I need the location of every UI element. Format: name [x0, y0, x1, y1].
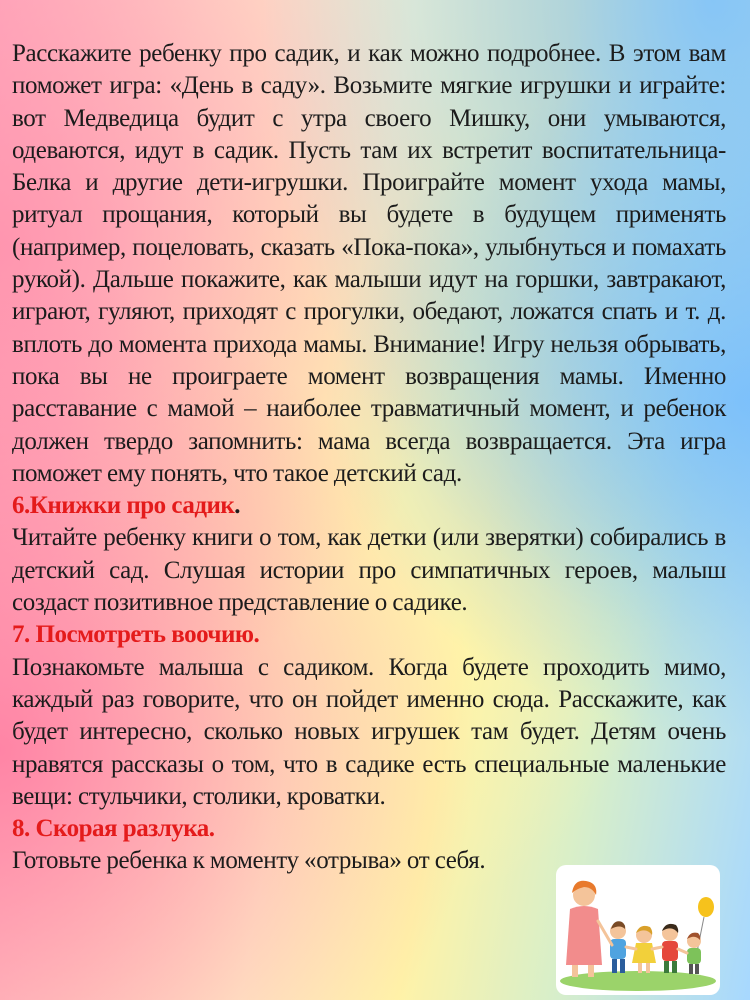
kids-illustration-svg — [556, 865, 720, 995]
section-text-separation: Готовьте ребенка к моменту «отрыва» от себя. — [12, 847, 486, 875]
section-heading-visit: 7. Посмотреть воочию. — [12, 621, 260, 649]
section-heading-books — [12, 490, 726, 522]
intro-paragraph: Расскажите ребенку про садик, и как можно подробнее. В этом вам поможет игра: «День в саду». Возьмите мягкие игрушки и играйте: вот Медведица будит с утра своего Мишку, они умываются, одеваются, идут в садик. Пусть там их встретит воспитательница-Белка и другие дети-игрушки. Проиграйте момент ухода мамы, ритуал прощания, который вы будете в будущем применять (например, поцеловать, сказать «Пока-пока», улыбнуться и помахать рукой). Дальше покажите, как малыши идут на горшки, завтракают, играют, гуляют, приходят с прогулки, обедают, ложатся спать и т. д. вплоть до момента прихода мамы. Внимание! Игру нельзя обрывать, пока вы не проиграете момент возвращения мамы. Именно расставание с мамой – наиболее травматичный момент, и ребенок должен твердо запомнить: мама всегда возвращается. Эта игра поможет ему понять, что такое детский сад. — [12, 40, 726, 487]
section-heading-separation: 8. Скорая разлука. — [12, 815, 215, 843]
section-text-visit: Познакомьте малыша с садиком. Когда будете проходить мимо, каждый раз говорите, что он пойдет именно сюда. Расскажите, как будет интересно, сколько новых игрушек там будет. Детям очень нравятся рассказы о том, что в садике есть специальные маленькие вещи: стульчики, столики, кроватки. — [12, 653, 726, 810]
kids-with-teacher-illustration — [556, 865, 720, 995]
page-content — [12, 38, 726, 878]
section-text-books: Читайте ребенку книги о том, как детки (или зверятки) собирались в детский сад. Слушая истории про симпатичных героев, малыш создаст позитивное представление о садике. — [12, 524, 726, 617]
section-heading-books-period: . — [234, 492, 241, 520]
section-heading-books-text: 6.Книжки про садик — [12, 492, 235, 520]
